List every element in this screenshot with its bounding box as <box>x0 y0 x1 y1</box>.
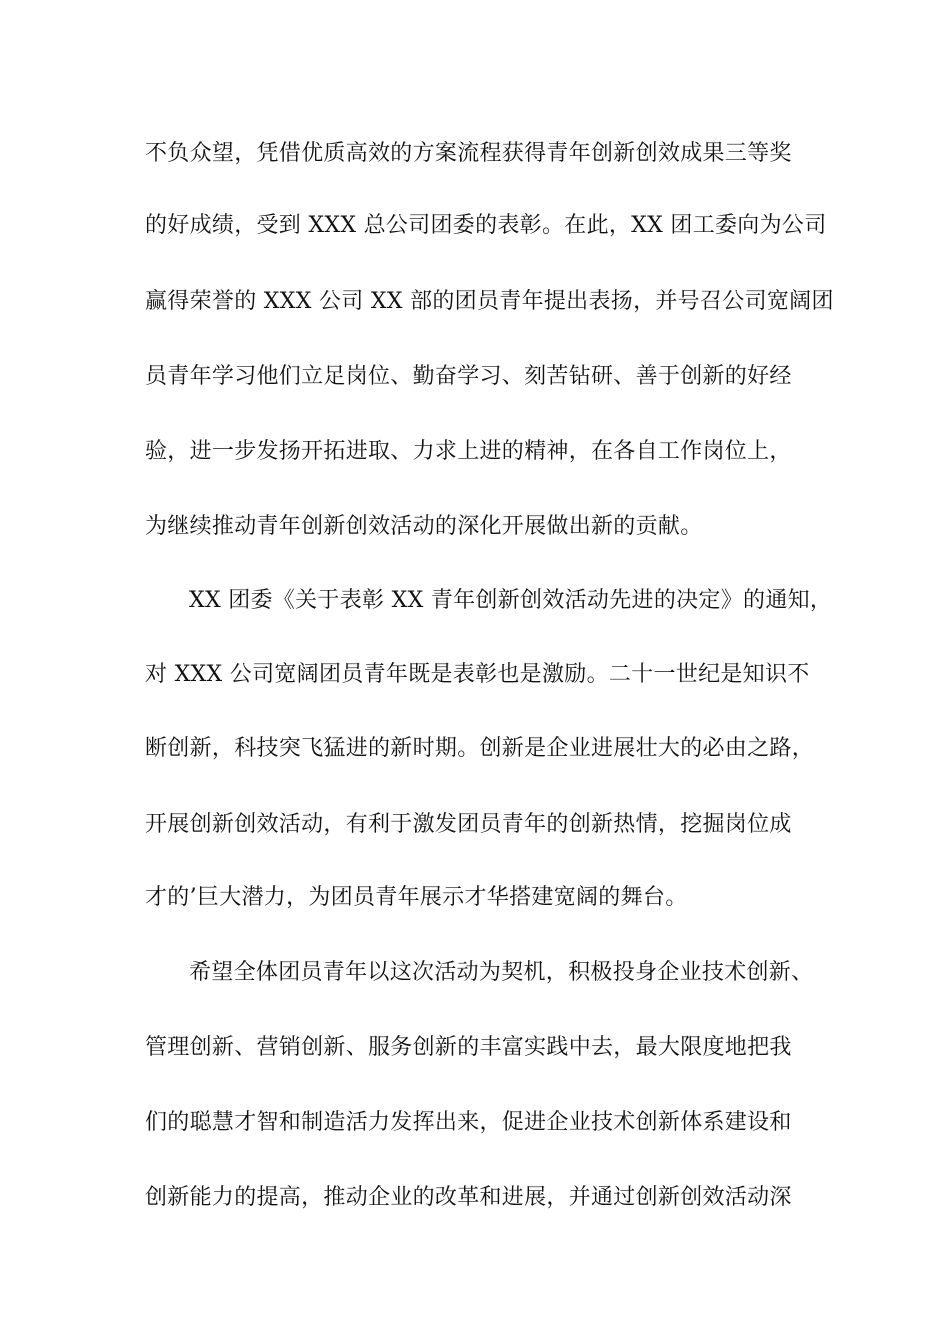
text-line: 对 XXX 公司宽阔团员青年既是表彰也是激励。二十一世纪是知识不 <box>145 662 810 687</box>
text-line: 才的’巨大潜力，为团员青年展示才华搭建宽阔的舞台。 <box>145 885 688 910</box>
text-line: 的好成绩，受到 XXX 总公司团委的表彰。在此，XX 团工委向为公司 <box>145 213 827 238</box>
text-line: 开展创新创效活动，有利于激发团员青年的创新热情，挖掘岗位成 <box>145 812 792 837</box>
text-line: XX 团委《关于表彰 XX 青年创新创效活动先进的决定》的通知， <box>189 588 833 613</box>
text-line: 断创新，科技突飞猛进的新时期。创新是企业进展壮大的必由之路， <box>145 736 815 761</box>
text-line: 管理创新、营销创新、服务创新的丰富实践中去，最大限度地把我 <box>145 1035 792 1060</box>
text-line: 希望全体团员青年以这次活动为契机，积极投身企业技术创新、 <box>189 960 814 985</box>
text-line: 赢得荣誉的 XXX 公司 XX 部的团员青年提出表扬，并号召公司宽阔团 <box>145 289 834 314</box>
text-line: 不负众望，凭借优质高效的方案流程获得青年创新创效成果三等奖 <box>145 141 792 166</box>
text-line: 员青年学习他们立足岗位、勤奋学习、刻苦钻研、善于创新的好经 <box>145 364 792 389</box>
text-line: 验，进一步发扬开拓进取、力求上进的精神，在各自工作岗位上， <box>145 439 792 464</box>
text-line: 为继续推动青年创新创效活动的深化开展做出新的贡献。 <box>145 514 703 539</box>
text-line: 创新能力的提高，推动企业的改革和进展，并通过创新创效活动深 <box>145 1185 792 1210</box>
text-line: 们的聪慧才智和制造活力发挥出来，促进企业技术创新体系建设和 <box>145 1110 792 1135</box>
